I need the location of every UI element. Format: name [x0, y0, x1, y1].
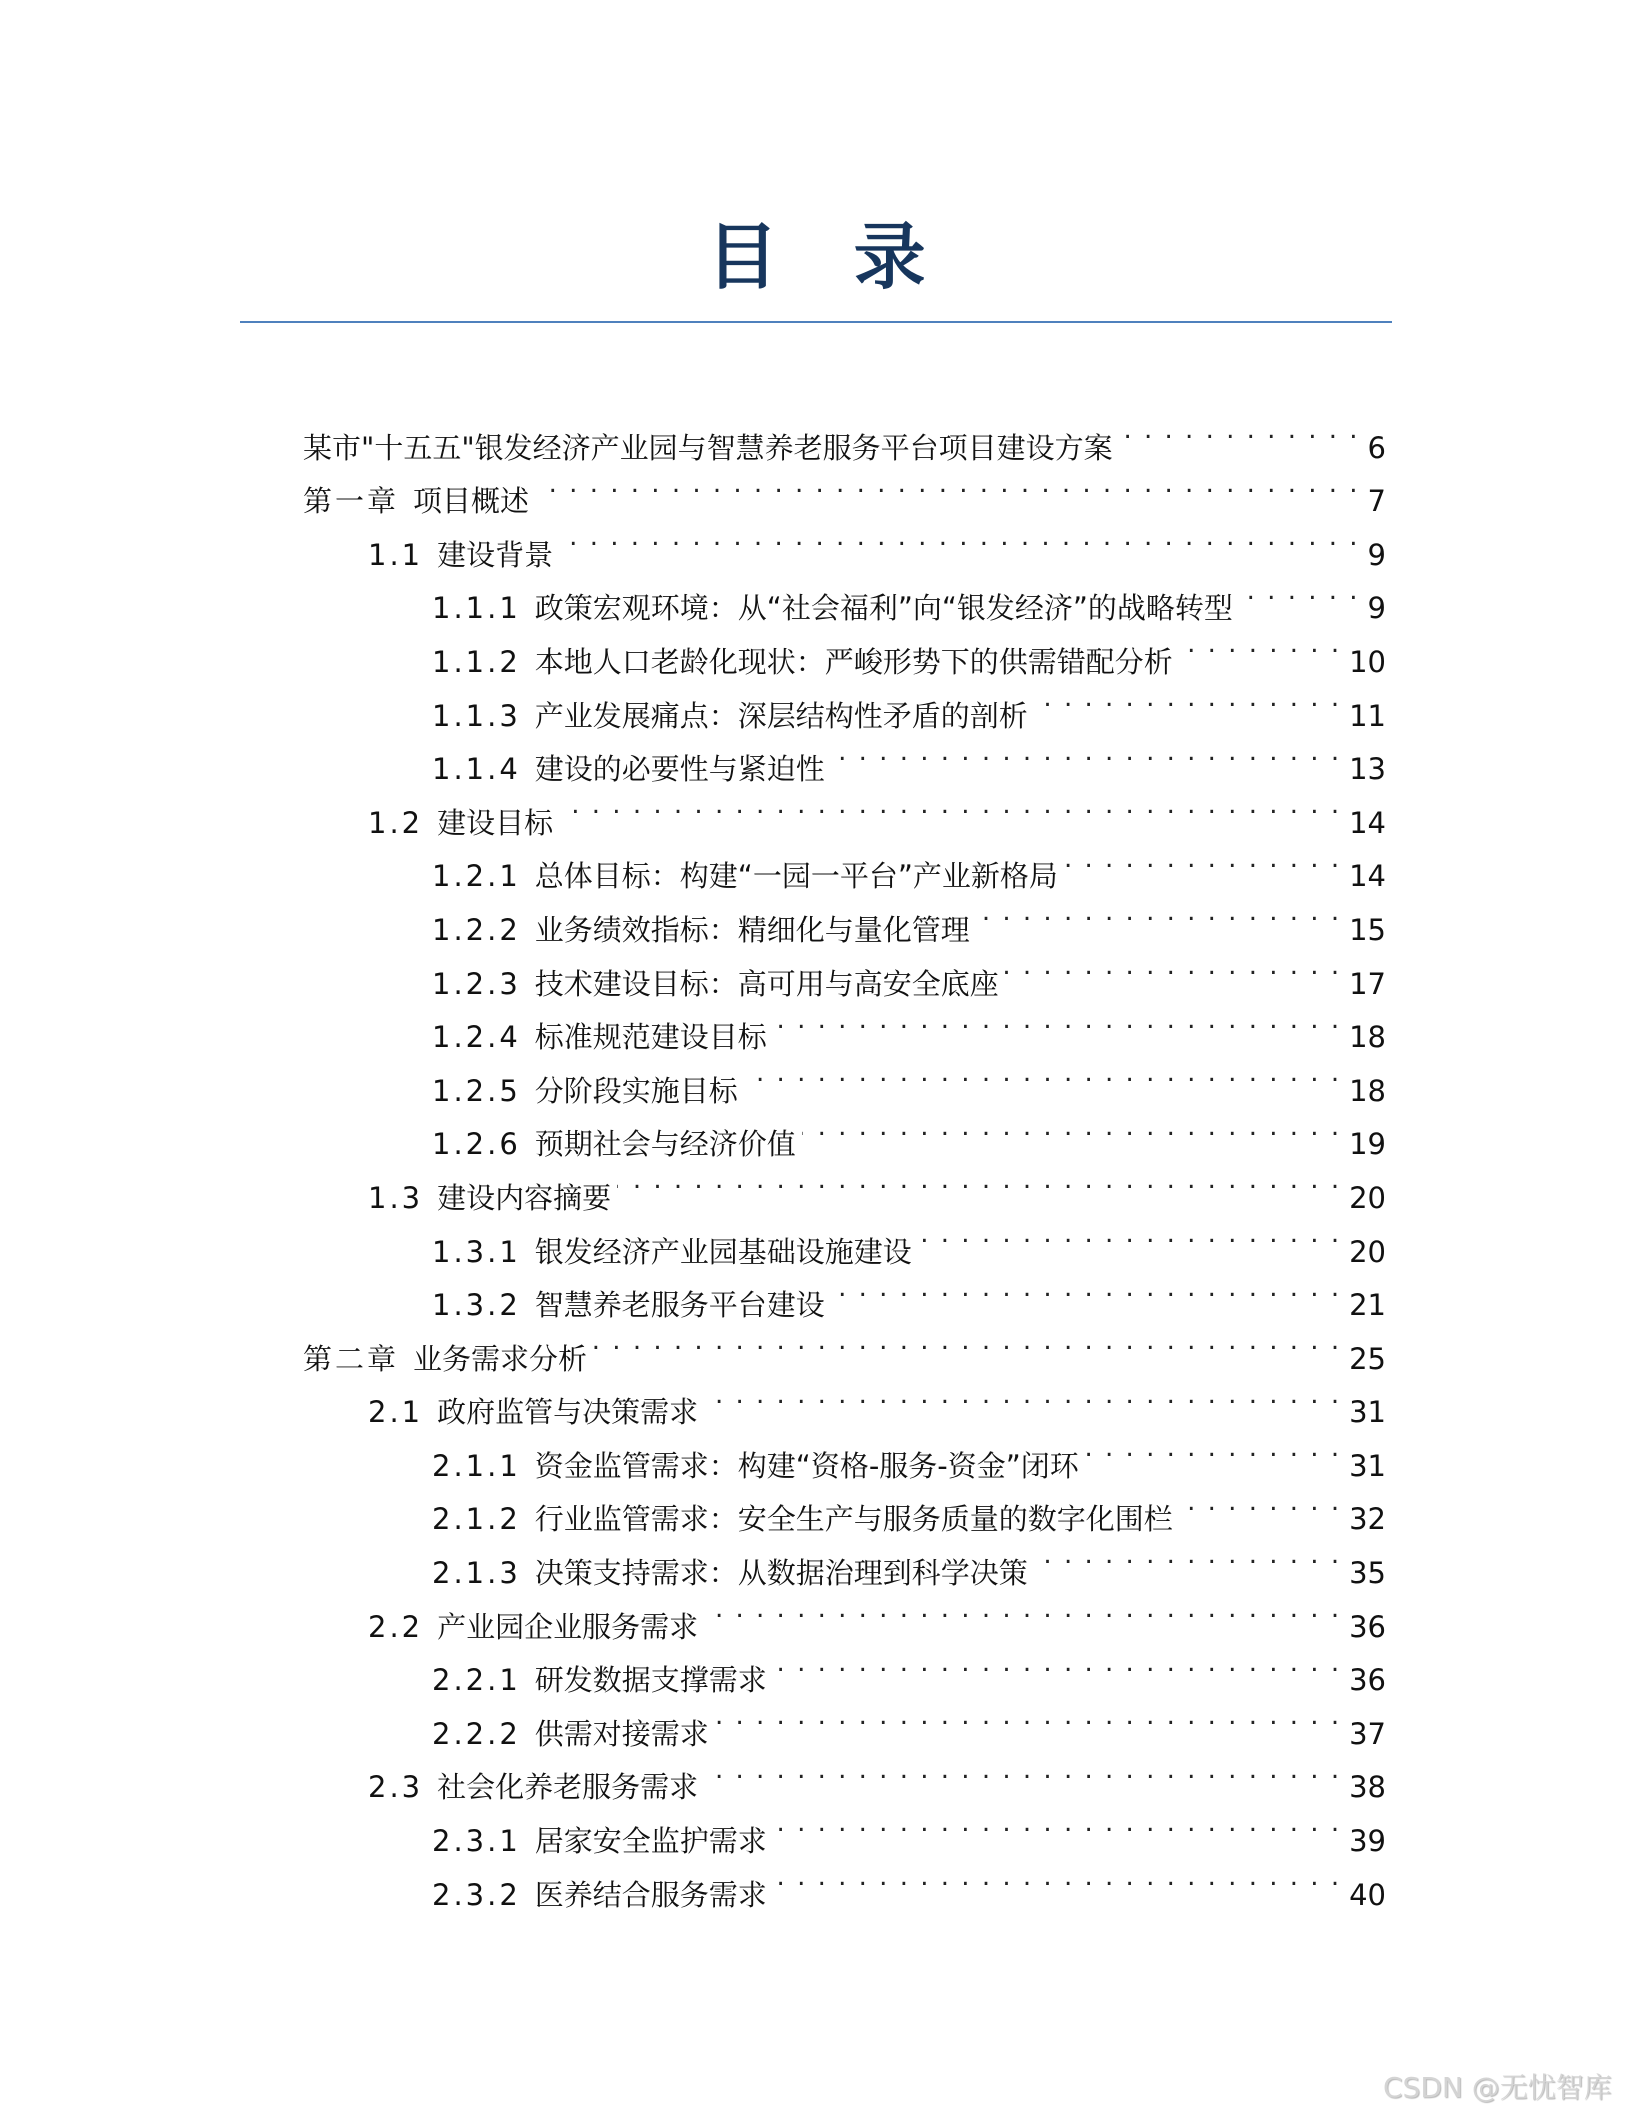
toc-entry-label: 分阶段实施目标 — [534, 1073, 738, 1108]
watermark: CSDN @无忧智库 — [1383, 2071, 1612, 2104]
dot-leader — [1119, 404, 1360, 458]
toc-entry-page-number: 36 — [1349, 1663, 1386, 1698]
dot-leader — [831, 1262, 1341, 1316]
toc-entry-number: 1.2 — [368, 805, 424, 840]
toc-entry-page-number: 14 — [1349, 859, 1386, 894]
toc-entry-number: 1.1.4 — [432, 752, 521, 787]
toc-entry-page-number: 10 — [1349, 644, 1386, 679]
dot-leader — [1034, 672, 1341, 726]
toc-entry-label: 医养结合服务需求 — [534, 1877, 767, 1912]
dot-leader — [535, 458, 1360, 512]
toc-entry-number: 第二章 — [303, 1341, 400, 1376]
toc-entry-page-number: 18 — [1349, 1073, 1386, 1108]
toc-entry-label: 业务绩效指标：精细化与量化管理 — [534, 912, 970, 947]
toc-entry-number: 1.1.3 — [432, 698, 521, 733]
toc-entry-number: 2.3 — [368, 1770, 424, 1805]
toc-entry-label: 社会化养老服务需求 — [437, 1770, 699, 1805]
toc-entry-page-number: 38 — [1349, 1770, 1386, 1805]
toc-entry-number: 2.2.2 — [432, 1716, 521, 1751]
toc-entry-number: 2.1.2 — [432, 1502, 521, 1537]
dot-leader — [559, 511, 1359, 565]
toc-entry-number: 2.1 — [368, 1395, 424, 1430]
toc-entry-label: 政策宏观环境：从“社会福利”向“银发经济”的战略转型 — [534, 591, 1233, 626]
toc-entry-label: 项目概述 — [413, 484, 530, 519]
toc-entry-label: 标准规范建设目标 — [534, 1020, 767, 1055]
toc-entry-label: 技术建设目标：高可用与高安全底座 — [534, 966, 999, 1001]
dot-leader — [704, 1744, 1341, 1798]
dot-leader — [1005, 940, 1341, 994]
toc-entry-page-number: 31 — [1349, 1395, 1386, 1430]
toc-entry-label: 供需对接需求 — [534, 1716, 709, 1751]
title-divider — [240, 321, 1392, 323]
toc-entry-number: 2.1.3 — [432, 1556, 521, 1591]
toc-entry-page-number: 6 — [1367, 430, 1386, 465]
toc-entry-page-number: 7 — [1367, 484, 1386, 519]
toc-entry[interactable] — [303, 404, 1386, 465]
dot-leader — [704, 1369, 1341, 1423]
dot-leader — [1179, 618, 1341, 672]
toc-entry-number: 2.2.1 — [432, 1663, 521, 1698]
toc-entry-label: 决策支持需求：从数据治理到科学决策 — [534, 1556, 1028, 1591]
toc-entry-number: 1.3.2 — [432, 1288, 521, 1323]
dot-leader — [744, 1047, 1341, 1101]
toc-entry-page-number: 32 — [1349, 1502, 1386, 1537]
dot-leader — [559, 779, 1341, 833]
toc-entry-label: 产业发展痛点：深层结构性矛盾的剖析 — [534, 698, 1028, 733]
toc-entry-number: 1.2.2 — [432, 912, 521, 947]
dot-leader — [1085, 1422, 1341, 1476]
dot-leader — [773, 1637, 1341, 1691]
toc-entry-label: 总体目标：构建“一园一平台”产业新格局 — [534, 859, 1058, 894]
toc-entry-label: 银发经济产业园基础设施建设 — [534, 1234, 912, 1269]
toc-entry-label: 产业园企业服务需求 — [437, 1609, 699, 1644]
toc-entry-page-number: 17 — [1349, 966, 1386, 1001]
toc-entry-page-number: 35 — [1349, 1556, 1386, 1591]
toc-entry-page-number: 14 — [1349, 805, 1386, 840]
dot-leader — [773, 1797, 1341, 1851]
page-title: 目 录 — [706, 215, 926, 299]
toc-entry-number: 第一章 — [303, 484, 400, 519]
toc-entry-number: 2.1.1 — [432, 1448, 521, 1483]
toc-entry-number: 2.3.2 — [432, 1877, 521, 1912]
toc-entry-label: 智慧养老服务平台建设 — [534, 1288, 825, 1323]
toc-entry-label: 政府监管与决策需求 — [437, 1395, 699, 1430]
toc-entry-number: 1.2.5 — [432, 1073, 521, 1108]
dot-leader — [802, 1101, 1341, 1155]
dot-leader — [918, 1208, 1341, 1262]
toc-entry-number: 1.1.2 — [432, 644, 521, 679]
toc-entry-page-number: 25 — [1349, 1341, 1386, 1376]
dot-leader — [704, 1583, 1341, 1637]
toc-entry-label: 行业监管需求：安全生产与服务质量的数字化围栏 — [534, 1502, 1173, 1537]
toc-entry-number: 1.1.1 — [432, 591, 521, 626]
toc-entry-number: 1.3.1 — [432, 1234, 521, 1269]
dot-leader — [1064, 833, 1341, 887]
toc-entry-number: 2.3.1 — [432, 1824, 521, 1859]
dot-leader — [617, 1154, 1341, 1208]
table-of-contents — [303, 404, 1386, 1912]
toc-entry-label: 预期社会与经济价值 — [534, 1127, 796, 1162]
toc-entry-page-number: 9 — [1367, 537, 1386, 572]
dot-leader — [1034, 1529, 1341, 1583]
dot-leader — [773, 1851, 1341, 1905]
toc-entry-number: 1.3 — [368, 1180, 424, 1215]
toc-entry-label: 研发数据支撑需求 — [534, 1663, 767, 1698]
dot-leader — [773, 994, 1341, 1048]
toc-entry-label: 资金监管需求：构建“资格-服务-资金”闭环 — [534, 1448, 1079, 1483]
toc-entry-page-number: 39 — [1349, 1824, 1386, 1859]
dot-leader — [593, 1315, 1341, 1369]
toc-entry-label: 某市"十五五"银发经济产业园与智慧养老服务平台项目建设方案 — [303, 430, 1113, 465]
toc-entry-label: 业务需求分析 — [413, 1341, 588, 1376]
toc-entry-page-number: 19 — [1349, 1127, 1386, 1162]
toc-entry-page-number: 31 — [1349, 1448, 1386, 1483]
toc-entry-number: 1.2.1 — [432, 859, 521, 894]
toc-entry-number: 1.1 — [368, 537, 424, 572]
toc-entry-page-number: 11 — [1349, 698, 1386, 733]
dot-leader — [976, 886, 1341, 940]
toc-entry-page-number: 20 — [1349, 1234, 1386, 1269]
toc-entry-page-number: 36 — [1349, 1609, 1386, 1644]
toc-entry-number: 1.2.3 — [432, 966, 521, 1001]
dot-leader — [1239, 565, 1360, 619]
toc-entry-page-number: 40 — [1349, 1877, 1386, 1912]
toc-entry-label: 居家安全监护需求 — [534, 1824, 767, 1859]
dot-leader — [1179, 1476, 1341, 1530]
toc-entry-page-number: 37 — [1349, 1716, 1386, 1751]
toc-entry-number: 1.2.6 — [432, 1127, 521, 1162]
toc-entry-page-number: 15 — [1349, 912, 1386, 947]
toc-entry-label: 建设目标 — [437, 805, 554, 840]
toc-entry-label: 本地人口老龄化现状：严峻形势下的供需错配分析 — [534, 644, 1173, 679]
toc-entry-number: 1.2.4 — [432, 1020, 521, 1055]
dot-leader — [831, 726, 1341, 780]
toc-entry-label: 建设内容摘要 — [437, 1180, 612, 1215]
toc-entry-label: 建设背景 — [437, 537, 554, 572]
toc-entry-label: 建设的必要性与紧迫性 — [534, 752, 825, 787]
toc-entry-page-number: 21 — [1349, 1288, 1386, 1323]
toc-entry-number: 2.2 — [368, 1609, 424, 1644]
dot-leader — [715, 1690, 1341, 1744]
toc-entry-page-number: 13 — [1349, 752, 1386, 787]
toc-entry-page-number: 9 — [1367, 591, 1386, 626]
toc-entry-page-number: 20 — [1349, 1180, 1386, 1215]
toc-entry-page-number: 18 — [1349, 1020, 1386, 1055]
